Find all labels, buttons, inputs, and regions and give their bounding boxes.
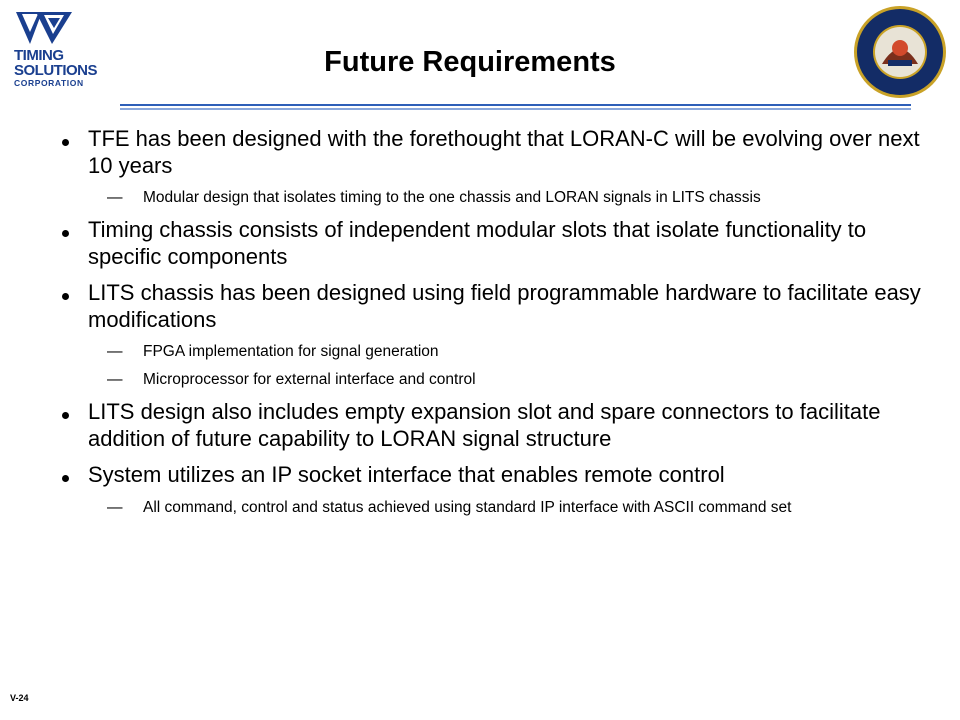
bullet-dot-icon [62,139,69,146]
bullet-dot-icon [62,230,69,237]
page-number: V-24 [10,693,29,703]
bullet-item [62,217,922,270]
sub-bullet-text: FPGA implementation for signal generation [143,343,439,360]
bullet-text: LITS design also includes empty expansion slot and spare connectors to facilitate addition of future capability to LORAN signal structure [88,399,881,451]
bullet-dot-icon [62,293,69,300]
logo-line-3: CORPORATION [14,78,84,88]
bullet-dot-icon [62,412,69,419]
sub-bullet-item [62,369,922,391]
bullet-dot-icon [62,475,69,482]
bullet-text: LITS chassis has been designed using field programmable hardware to facilitate easy modifications [88,280,921,332]
bullet-text: Timing chassis consists of independent modular slots that isolate functionality to specific components [88,217,867,269]
logo-mark-icon [12,10,76,46]
sub-bullet-item [62,497,922,519]
bullet-item [62,126,922,179]
bullet-item [62,462,922,489]
bullet-text: TFE has been designed with the forethought that LORAN-C will be evolving over next 10 years [88,126,920,178]
bullet-list [62,126,922,527]
sub-bullet-dash: — [107,371,123,388]
sub-bullet-item [62,187,922,209]
bullet-text: System utilizes an IP socket interface that enables remote control [88,462,725,487]
bullet-item [62,280,922,333]
page-title: Future Requirements [324,46,616,78]
sub-bullet-dash: — [107,343,123,360]
sub-bullet-dash: — [107,189,123,206]
sub-bullet-text: Modular design that isolates timing to the one chassis and LORAN signals in LITS chassis [143,189,761,206]
sub-bullet-item [62,341,922,363]
sub-bullet-dash: — [107,498,123,516]
bullet-item [62,399,922,452]
sub-bullet-text: All command, control and status achieved using standard IP interface with ASCII command set [143,498,792,516]
logo-line-2: SOLUTIONS [14,62,98,79]
logo-line-1: TIMING [14,47,64,64]
sub-bullet-text: Microprocessor for external interface and control [143,371,476,388]
title-divider [120,104,911,110]
